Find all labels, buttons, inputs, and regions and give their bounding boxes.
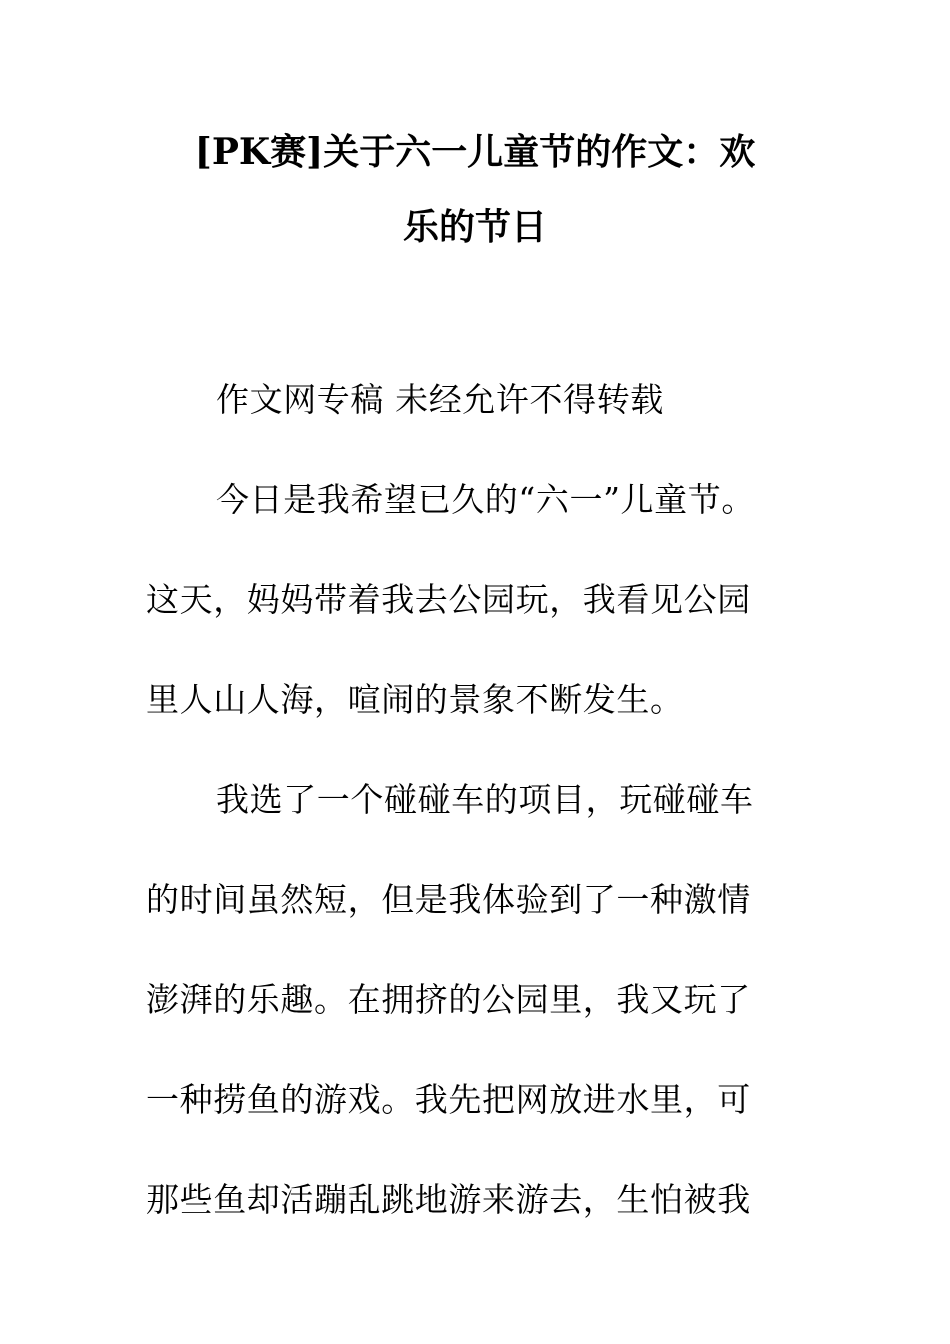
paragraph-line: 今日是我希望已久的“六一”儿童节。 xyxy=(216,480,755,519)
document-title-line-1: [PK赛]关于六一儿童节的作文：欢 xyxy=(194,131,756,173)
paragraph-line: 我选了一个碰碰车的项目，玩碰碰车 xyxy=(216,780,754,819)
paragraph-line: 的时间虽然短，但是我体验到了一种激情 xyxy=(146,880,751,919)
paragraph-line: 里人山人海，喧闹的景象不断发生。 xyxy=(146,680,684,719)
document-title-line-2: 乐的节日 xyxy=(402,206,547,248)
source-note: 作文网专稿 未经允许不得转载 xyxy=(216,380,664,419)
paragraph-line: 那些鱼却活蹦乱跳地游来游去，生怕被我 xyxy=(146,1180,751,1219)
paragraph-line: 一种捞鱼的游戏。我先把网放进水里，可 xyxy=(146,1080,751,1119)
paragraph-line: 这天，妈妈带着我去公园玩，我看见公园 xyxy=(146,580,751,619)
paragraph-line: 澎湃的乐趣。在拥挤的公园里，我又玩了 xyxy=(146,980,751,1019)
